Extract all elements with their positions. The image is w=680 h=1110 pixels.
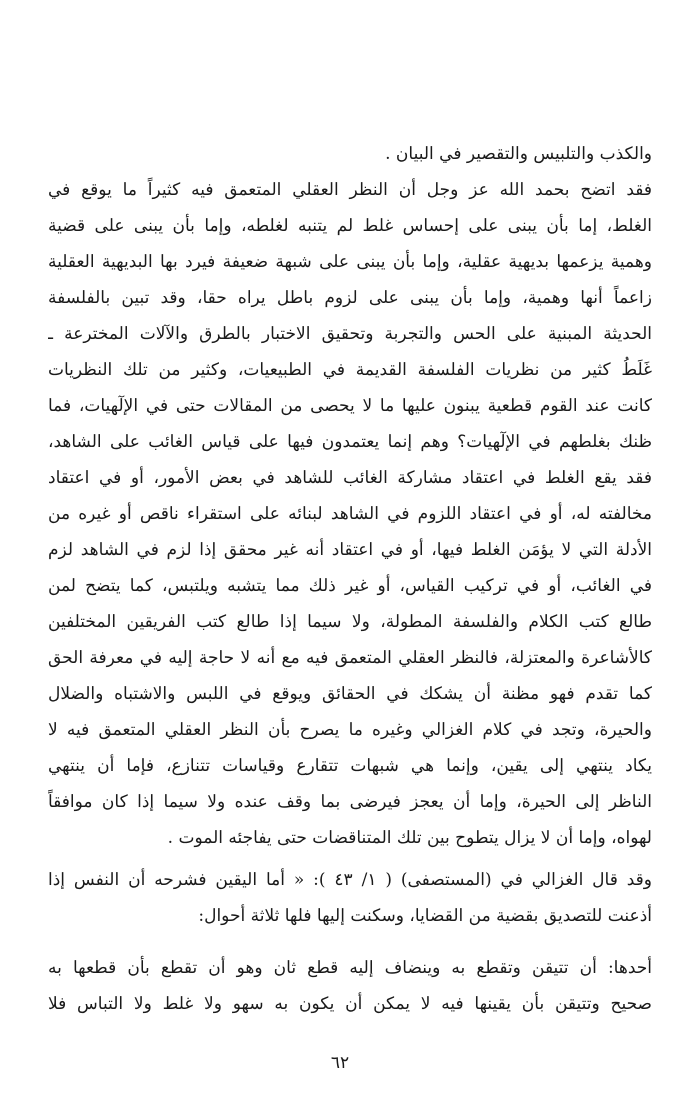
- text-line: لهواه، وإما أن لا يزال يتطوح بين تلك المتناقضات حتى يفاجئه الموت .: [167, 828, 652, 848]
- first-state-paragraph: [48, 950, 652, 1022]
- page-number: ٦٢: [330, 1053, 350, 1073]
- text-line: الناظر إلى الحيرة، وإما أن يعجز فيرضى بما وقف عنده ولا سيما إذا كان موافقاً: [48, 792, 652, 812]
- text-line: في الغائب، أو في تركيب القياس، أو غير ذلك مما يتشبه ويلتبس، كما يتضح لمن: [48, 576, 652, 596]
- text-line: طالع كتب الكلام والفلسفة المطولة، ولا سيما إذا طالع كتب الفريقين المختلفين: [48, 612, 652, 632]
- text-line: وقد قال الغزالي في (المستصفى) ( ١/ ٤٣ ): « أما اليقين فشرحه أن النفس إذا: [48, 870, 652, 890]
- main-paragraph: [48, 172, 652, 856]
- text-line: الأدلة التي لا يؤمَن الغلط فيها، أو في اعتقاد أنه غير محقق إذا لزم في الشاهد لزم: [48, 540, 652, 560]
- text-line: وهمية يزعمها بديهية عقلية، وإما بأن يبنى على شبهة ضعيفة فيرد بها البديهية العقلية: [48, 252, 652, 272]
- text-line: كالأشاعرة والمعتزلة، فالنظر العقلي المتعمق فيه مع أنه لا حاجة إليه في معرفة الحق: [48, 648, 652, 668]
- text-line: ظنك بغلطهم في الإلٓهيات؟ وهم إنما يعتمدون فيها على قياس الغائب على الشاهد،: [48, 432, 652, 452]
- text-line: غَلَطُ كثير من نظريات الفلسفة القديمة في الطبيعيات، وكثير من تلك النظريات: [48, 360, 652, 380]
- text-line: كما تقدم فهو مظنة أن يشكك في الحقائق ويوقع في اللبس والاشتباه والضلال: [48, 684, 652, 704]
- text-line: صحيح وتتيقن بأن يقينها فيه لا يمكن أن يكون به سهو ولا غلط ولا التباس فلا: [48, 994, 652, 1014]
- text-line: زاعماً أنها وهمية، وإما بأن يبنى على لزوم باطل يراه حقا، وقد تبين بالفلسفة: [48, 288, 652, 308]
- text-line: والكذب والتلبيس والتقصير في البيان .: [385, 144, 652, 164]
- text-line: أحدها: أن تتيقن وتقطع به وينضاف إليه قطع ثان وهو أن تقطع بأن قطعها به: [48, 958, 652, 978]
- opening-line: [48, 136, 652, 172]
- text-line: والحيرة، وتجد في كلام الغزالي وغيره ما يصرح بأن النظر العقلي المتعمق فيه لا: [48, 720, 652, 740]
- text-line: فقد اتضح بحمد الله عز وجل أن النظر العقلي المتعمق فيه كثيراً ما يوقع في: [48, 180, 652, 200]
- quote-paragraph: [48, 862, 652, 934]
- text-line: يكاد ينتهي إلى يقين، وإنما هي شبهات تتقارع وقياسات تتنازع، فإما أن ينتهي: [48, 756, 652, 776]
- text-line: الغلط، إما بأن يبنى على إحساس غلط لم يتنبه لغلطه، وإما بأن يبنى على قضية: [48, 216, 652, 236]
- text-line: كانت عند القوم قطعية يبنون عليها ما لا يحصى من المقالات حتى في الإلٓهيات، فما: [48, 396, 652, 416]
- text-line: الحديثة المبنية على الحس والتجربة وتحقيق الاختبار بالطرق والآلات المخترعة ـ: [48, 324, 652, 344]
- text-line: فقد يقع الغلط في اعتقاد مشاركة الغائب للشاهد في بعض الأمور، أو في اعتقاد: [48, 468, 652, 488]
- text-line: أذعنت للتصديق بقضية من القضايا، وسكنت إليها فلها ثلاثة أحوال:: [198, 906, 652, 926]
- text-line: مخالفته له، أو في اعتقاد اللزوم في الشاهد لبنائه على استقراء ناقص أو غيره من: [48, 504, 652, 524]
